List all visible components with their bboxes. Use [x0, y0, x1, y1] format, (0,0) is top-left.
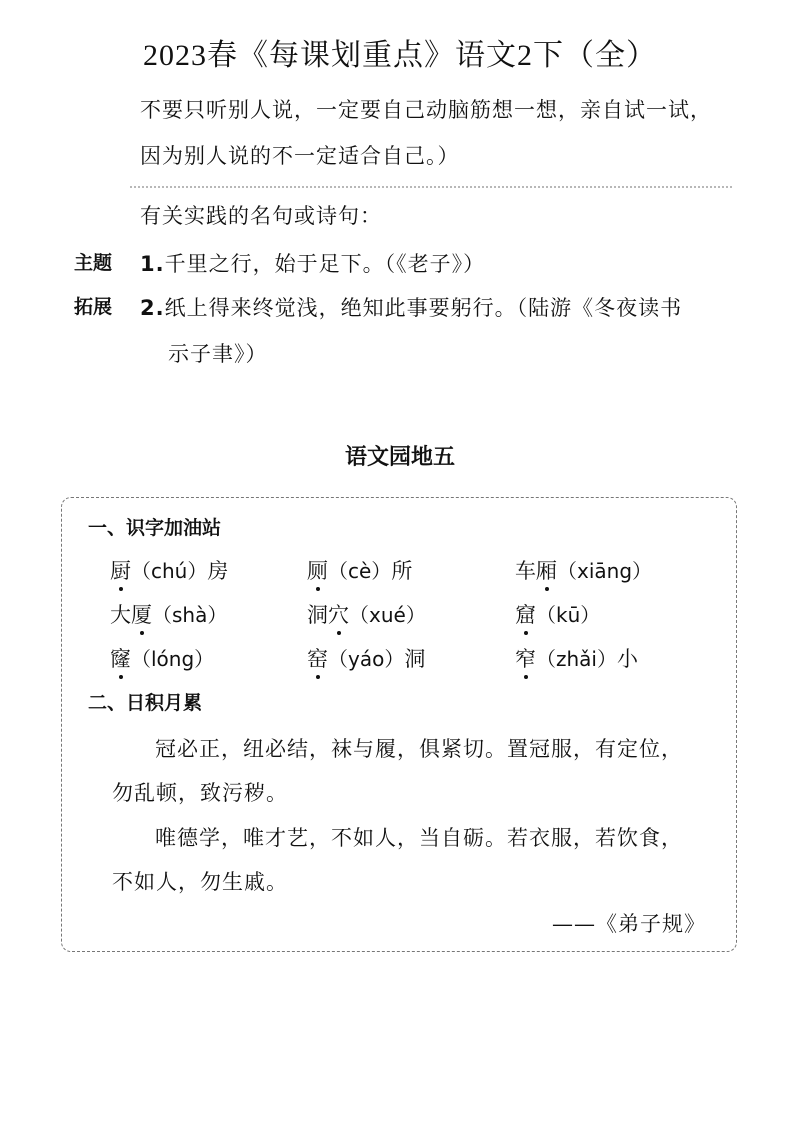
poem-line-1: 冠必正，纽必结，袜与履，俱紧切。置冠服，有定位， [155, 737, 683, 761]
poem-line-4: 不如人，勿生戚。 [112, 870, 288, 894]
section-divider [130, 186, 732, 188]
quote-1 [140, 248, 485, 278]
char-item: 窟（kū） [515, 599, 600, 629]
side-label-extend: 拓展 [74, 296, 113, 318]
char-item: 窑（yáo）洞 [307, 643, 425, 673]
poem-line-3: 唯德学，唯才艺，不如人，当自砺。若衣服，若饮食， [155, 826, 683, 850]
quote-number: 1. [140, 252, 165, 276]
quote-2 [140, 292, 682, 322]
quote-text: 千里之行，始于足下。（《老子》） [164, 252, 486, 276]
section-title: 语文园地五 [344, 445, 455, 470]
quote-text: 纸上得来终觉浅，绝知此事要躬行。（陆游《冬夜读书 [164, 296, 683, 320]
intro-line-1: 不要只听别人说，一定要自己动脑筋想一想，亲自试一试， [140, 98, 712, 122]
part2-heading: 二、日积月累 [88, 692, 203, 714]
char-item: 厕（cè）所 [307, 555, 412, 585]
char-item: 窿（lóng） [110, 643, 214, 673]
quote-2-continuation: 示子聿》） [168, 342, 268, 366]
part1-heading: 一、识字加油站 [88, 517, 222, 539]
practice-heading: 有关实践的名句或诗句： [140, 204, 382, 228]
document-title: 2023春《每课划重点》语文2下（全） [143, 39, 657, 72]
char-item: 大厦（shà） [110, 599, 227, 629]
char-item: 洞穴（xué） [307, 599, 426, 629]
side-label-theme: 主题 [74, 252, 113, 274]
poem-line-2: 勿乱顿，致污秽。 [112, 781, 288, 805]
intro-line-2: 因为别人说的不一定适合自己。） [140, 144, 460, 168]
quote-number: 2. [140, 296, 165, 320]
char-item: 厨（chú）房 [110, 555, 228, 585]
char-item: 窄（zhǎi）小 [515, 643, 638, 673]
char-item: 车厢（xiāng） [515, 555, 652, 585]
poem-source: ——《弟子规》 [552, 912, 706, 936]
